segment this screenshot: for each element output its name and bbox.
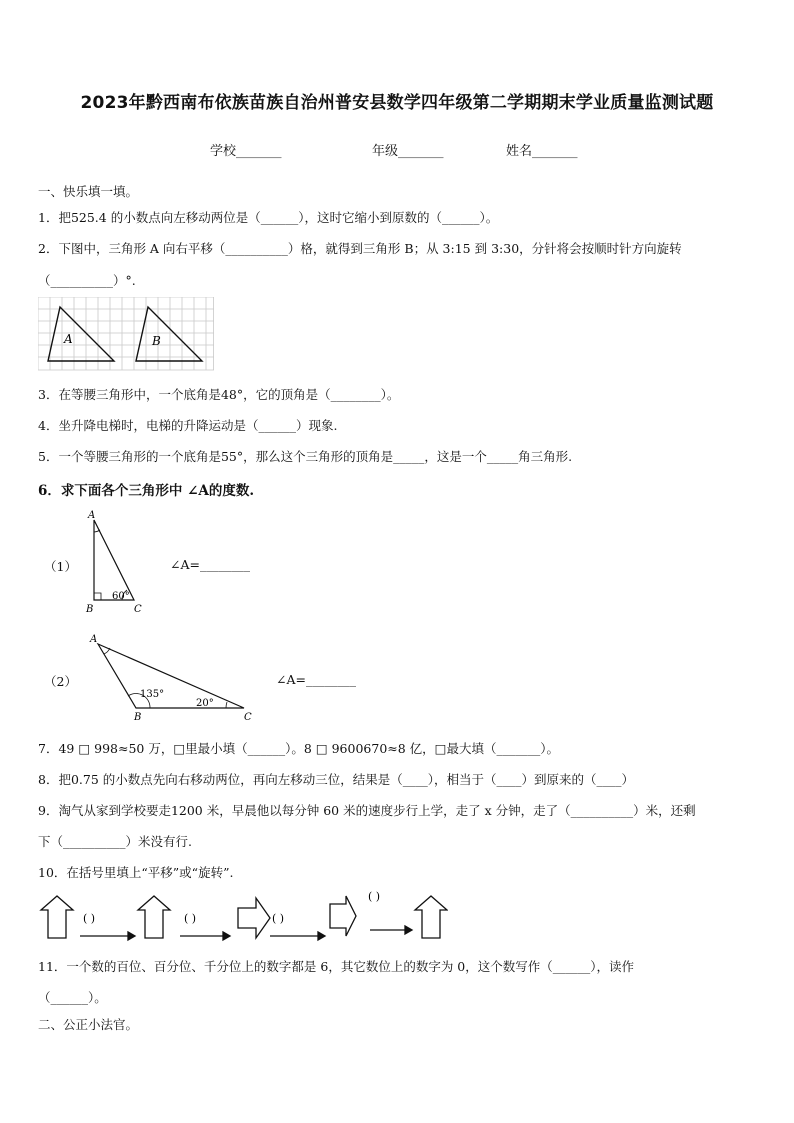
grid-triangles-figure — [38, 297, 214, 371]
blank-paren-3: ( ) — [272, 912, 285, 925]
vertex-b-label: B — [86, 604, 94, 614]
up-arrow-icon — [415, 896, 447, 938]
vertex-c-label: C — [244, 712, 252, 723]
page-title: 2023年黔西南布依族苗族自治州普安县数学四年级第二学期期末学业质量监测试题 — [80, 93, 714, 113]
right-arrow-icon — [330, 896, 356, 936]
obtuse-triangle-figure — [84, 630, 264, 724]
question-9-line-1: 9．淘气从家到学校要走1200 米，早晨他以每分钟 60 米的速度步行上学，走了 x 分钟，走了（__________）米，还剩 — [38, 803, 696, 818]
blank-paren-2: ( ) — [184, 912, 197, 925]
right-angle-mark — [94, 593, 101, 600]
question-6-part-1-number: （1） — [44, 559, 77, 574]
question-11-line-2: （______）。 — [38, 990, 107, 1005]
section-heading-1: 一、快乐填一填。 — [38, 184, 139, 199]
question-10: 10．在括号里填上“平移”或“旋转”. — [38, 865, 234, 880]
vertex-a-label: A — [90, 634, 98, 645]
up-arrow-icon — [41, 896, 73, 938]
question-6-part-1-answer: ∠A=________ — [170, 557, 250, 572]
question-7: 7．49 □ 998≈50 万，□里最小填（______）。8 □ 9600670≈8 亿，□最大填（_______）。 — [38, 741, 559, 756]
section-heading-2: 二、公正小法官。 — [38, 1017, 139, 1032]
right-triangle — [94, 520, 134, 600]
triangle-a-label: A — [64, 332, 73, 346]
blank-paren-1: ( ) — [83, 912, 96, 925]
triangle-a — [48, 307, 114, 361]
question-8: 8．把0.75 的小数点先向右移动两位，再向左移动三位，结果是（____），相当于（____）到原来的（____） — [38, 772, 635, 787]
question-5: 5．一个等腰三角形的一个底角是55°，那么这个三角形的顶角是_____，这是一个_____角三角形. — [38, 449, 573, 464]
question-3: 3．在等腰三角形中，一个底角是48°，它的顶角是（________）。 — [38, 387, 400, 402]
vertex-b-label: B — [134, 712, 142, 723]
school-field: 学校_______ — [210, 144, 282, 159]
up-arrow-icon — [138, 896, 170, 938]
question-2-line-2: （__________）°. — [38, 273, 136, 288]
question-4: 4．坐升降电梯时，电梯的升降运动是（______）现象. — [38, 418, 338, 433]
arrow-sequence-figure — [38, 886, 448, 944]
question-6: 6．求下面各个三角形中 ∠A的度数. — [38, 483, 255, 499]
vertex-a-label: A — [88, 510, 96, 521]
question-11-line-1: 11．一个数的百位、百分位、千分位上的数字都是 6，其它数位上的数字为 0，这个数写作（______），读作 — [38, 959, 635, 974]
question-1: 1．把525.4 的小数点向左移动两位是（______），这时它缩小到原数的（______）。 — [38, 210, 499, 225]
obtuse-triangle — [98, 644, 244, 708]
name-field: 姓名_______ — [506, 144, 578, 159]
triangle-b-label: B — [152, 334, 161, 348]
right-arrow-icon — [238, 898, 270, 938]
right-triangle-figure — [84, 508, 154, 614]
angle-a-arc — [104, 648, 110, 654]
angle-c-label: 60° — [112, 591, 130, 602]
question-2-line-1: 2．下图中，三角形 A 向右平移（__________）格，就得到三角形 B；从 3:15 到 3:30，分针将会按顺时针方向旋转 — [38, 241, 682, 256]
angle-b-label: 135° — [140, 689, 165, 700]
grade-field: 年级_______ — [372, 144, 444, 159]
question-6-part-2-number: （2） — [44, 674, 77, 689]
question-6-part-2-answer: ∠A=________ — [276, 672, 356, 687]
angle-c-label: 20° — [196, 698, 214, 709]
angle-c-arc — [226, 702, 227, 708]
blank-paren-4: ( ) — [368, 890, 381, 903]
angle-a-arc — [94, 530, 100, 532]
question-9-line-2: 下（__________）米没有行. — [38, 834, 192, 849]
vertex-c-label: C — [134, 604, 142, 614]
